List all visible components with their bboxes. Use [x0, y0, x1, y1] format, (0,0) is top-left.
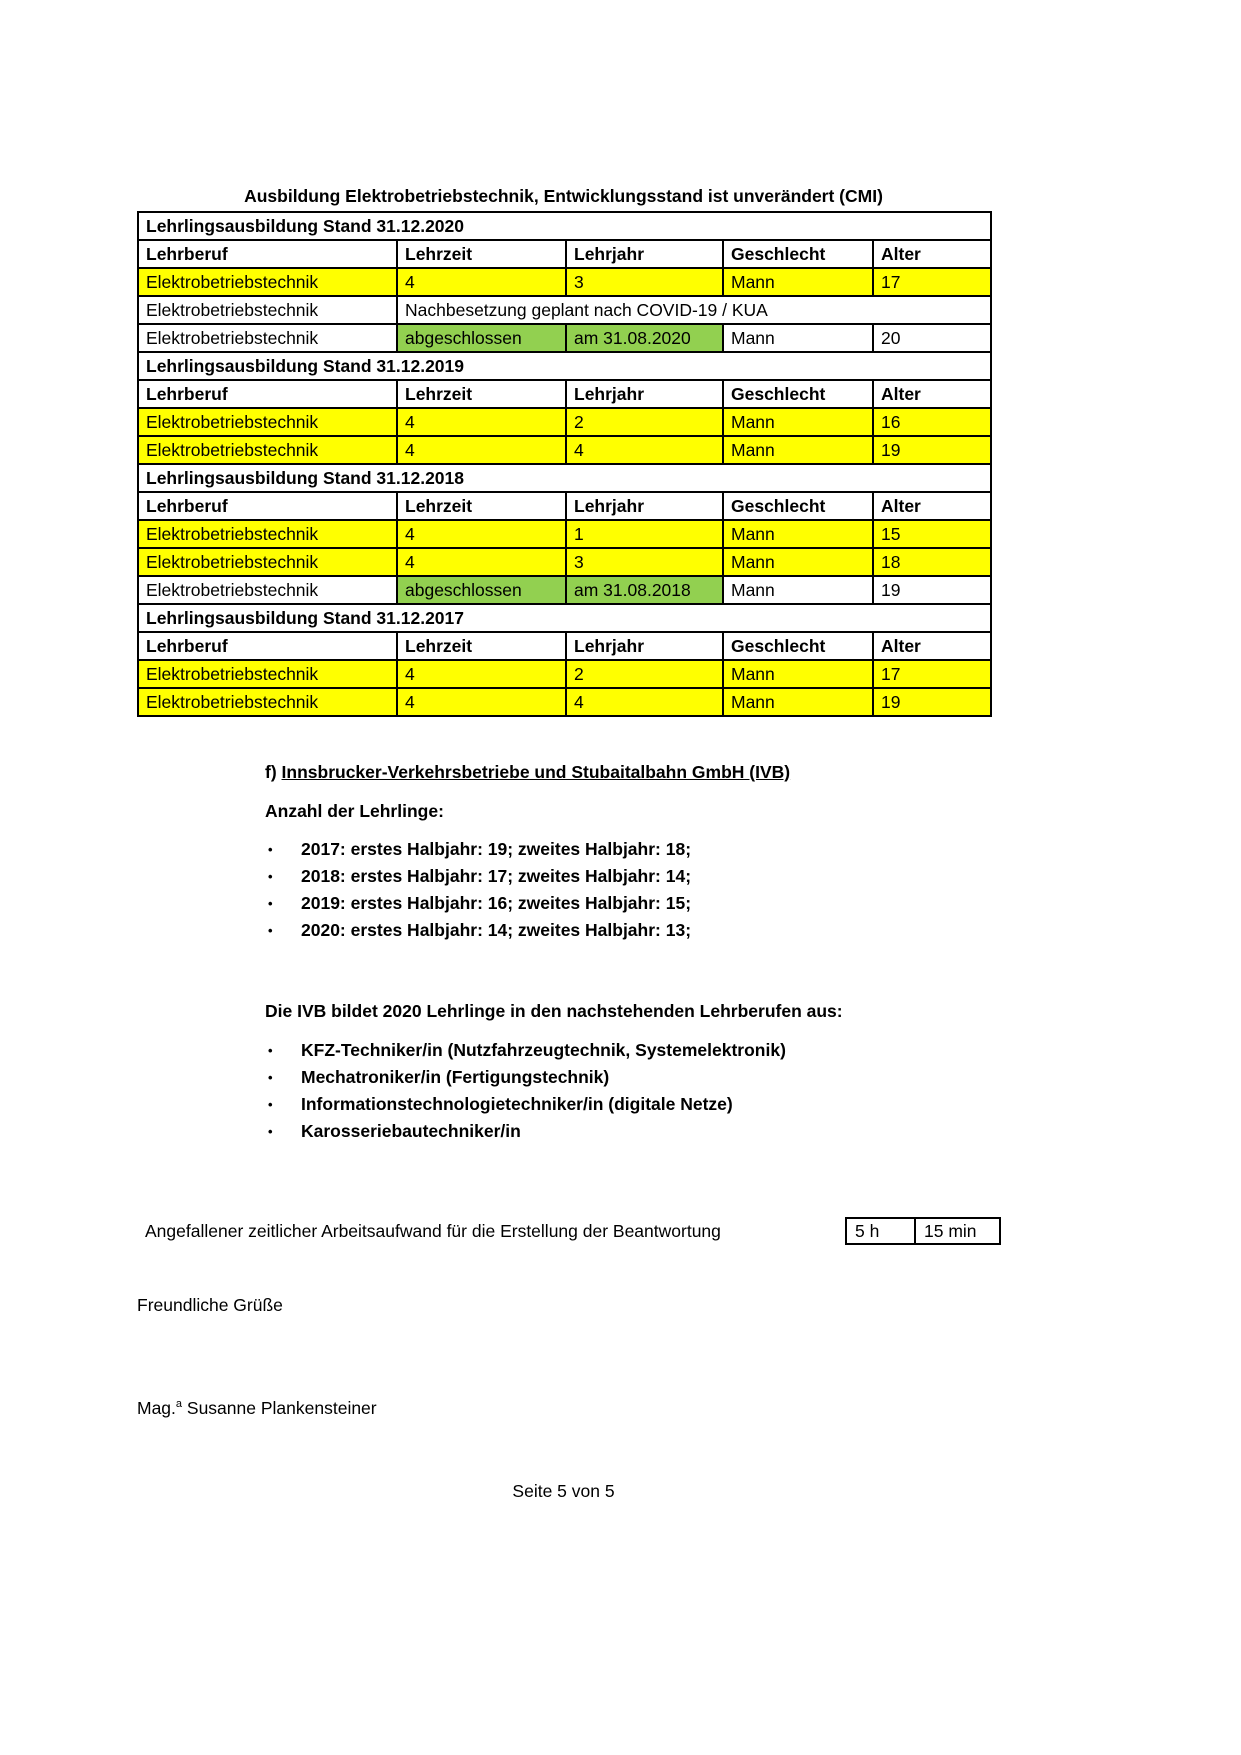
cell-lehrberuf: Elektrobetriebstechnik — [138, 576, 397, 604]
cell-alter: 19 — [873, 688, 991, 716]
cell-geschlecht: Mann — [723, 436, 873, 464]
column-header-geschlecht: Geschlecht — [723, 240, 873, 268]
cell-alter: 15 — [873, 520, 991, 548]
cell-lehrjahr: 4 — [566, 688, 723, 716]
cell-lehrzeit: 4 — [397, 688, 566, 716]
bullet-icon: • — [268, 923, 273, 938]
cell-geschlecht: Mann — [723, 520, 873, 548]
cell-alter: 18 — [873, 548, 991, 576]
section-stand-label: Lehrlingsausbildung Stand 31.12.2020 — [138, 212, 991, 240]
table-row — [138, 408, 991, 436]
column-header-lehrberuf: Lehrberuf — [138, 492, 397, 520]
signer-title: Mag. — [137, 1398, 176, 1418]
cell-lehrzeit: 4 — [397, 436, 566, 464]
section-stand-label: Lehrlingsausbildung Stand 31.12.2018 — [138, 464, 991, 492]
cell-geschlecht: Mann — [723, 324, 873, 352]
lehrberufe-intro: Die IVB bildet 2020 Lehrlinge in den nachstehenden Lehrberufen aus: — [265, 1001, 843, 1021]
cell-lehrberuf: Elektrobetriebstechnik — [138, 324, 397, 352]
cell-geschlecht: Mann — [723, 576, 873, 604]
table-row — [138, 548, 991, 576]
table-header-row — [138, 632, 991, 660]
list-item — [268, 1091, 786, 1118]
table-row — [138, 296, 991, 324]
column-header-lehrjahr: Lehrjahr — [566, 240, 723, 268]
cell-lehrjahr: 1 — [566, 520, 723, 548]
cell-lehrberuf: Elektrobetriebstechnik — [138, 268, 397, 296]
signer-name: Susanne Plankensteiner — [186, 1398, 377, 1418]
cell-alter: 19 — [873, 576, 991, 604]
effort-hours-cell: 5 h — [845, 1217, 916, 1245]
cell-lehrjahr: 2 — [566, 408, 723, 436]
anzahl-label: Anzahl der Lehrlinge: — [265, 801, 444, 821]
section-stand-label: Lehrlingsausbildung Stand 31.12.2019 — [138, 352, 991, 380]
table-section-row — [138, 352, 991, 380]
list-item — [268, 1037, 786, 1064]
cell-alter: 20 — [873, 324, 991, 352]
cell-lehrjahr: 3 — [566, 548, 723, 576]
cell-geschlecht: Mann — [723, 408, 873, 436]
cell-geschlecht: Mann — [723, 268, 873, 296]
page-number: Seite 5 von 5 — [512, 1481, 615, 1501]
table-row — [138, 576, 991, 604]
list-item-text: 2019: erstes Halbjahr: 16; zweites Halbjahr: 15; — [301, 893, 692, 913]
cell-alter: 16 — [873, 408, 991, 436]
table-row — [138, 324, 991, 352]
cell-lehrjahr: am 31.08.2020 — [566, 324, 723, 352]
year-bullet-list — [268, 836, 691, 944]
column-header-alter: Alter — [873, 380, 991, 408]
cell-lehrberuf: Elektrobetriebstechnik — [138, 520, 397, 548]
column-header-geschlecht: Geschlecht — [723, 632, 873, 660]
column-header-alter: Alter — [873, 240, 991, 268]
section-f-heading — [265, 762, 790, 783]
list-item-text: 2018: erstes Halbjahr: 17; zweites Halbjahr: 14; — [301, 866, 692, 886]
cell-lehrjahr: 4 — [566, 436, 723, 464]
list-item-text: 2020: erstes Halbjahr: 14; zweites Halbjahr: 13; — [301, 920, 692, 940]
table-header-row — [138, 240, 991, 268]
table-row — [138, 268, 991, 296]
effort-label: Angefallener zeitlicher Arbeitsaufwand für die Erstellung der Beantwortung — [145, 1221, 721, 1241]
cell-lehrzeit: abgeschlossen — [397, 324, 566, 352]
greeting-text: Freundliche Grüße — [137, 1295, 283, 1315]
table-row — [138, 436, 991, 464]
column-header-lehrzeit: Lehrzeit — [397, 240, 566, 268]
section-f-title: Innsbrucker-Verkehrsbetriebe und Stubaitalbahn GmbH (IVB) — [281, 762, 791, 782]
table-row — [138, 688, 991, 716]
cell-geschlecht: Mann — [723, 688, 873, 716]
cell-alter: 17 — [873, 660, 991, 688]
effort-minutes-cell: 15 min — [914, 1217, 1001, 1245]
table-row — [138, 660, 991, 688]
cell-lehrberuf: Elektrobetriebstechnik — [138, 660, 397, 688]
table-row — [138, 520, 991, 548]
bullet-icon: • — [268, 1043, 273, 1058]
column-header-lehrjahr: Lehrjahr — [566, 380, 723, 408]
cell-lehrzeit: 4 — [397, 660, 566, 688]
cell-lehrberuf: Elektrobetriebstechnik — [138, 548, 397, 576]
cell-lehrzeit: 4 — [397, 520, 566, 548]
cell-lehrjahr: 2 — [566, 660, 723, 688]
bullet-icon: • — [268, 1097, 273, 1112]
list-item — [268, 917, 691, 944]
section-f-prefix: f) — [265, 762, 277, 782]
column-header-alter: Alter — [873, 492, 991, 520]
column-header-lehrberuf: Lehrberuf — [138, 380, 397, 408]
column-header-lehrberuf: Lehrberuf — [138, 632, 397, 660]
column-header-lehrjahr: Lehrjahr — [566, 492, 723, 520]
list-item-text: 2017: erstes Halbjahr: 19; zweites Halbjahr: 18; — [301, 839, 692, 859]
section-stand-label: Lehrlingsausbildung Stand 31.12.2017 — [138, 604, 991, 632]
table-section-row — [138, 464, 991, 492]
cell-lehrjahr: 3 — [566, 268, 723, 296]
cell-lehrberuf: Elektrobetriebstechnik — [138, 436, 397, 464]
column-header-geschlecht: Geschlecht — [723, 492, 873, 520]
list-item — [268, 863, 691, 890]
list-item-text: Karosseriebautechniker/in — [301, 1121, 521, 1141]
column-header-geschlecht: Geschlecht — [723, 380, 873, 408]
cell-geschlecht: Mann — [723, 660, 873, 688]
cell-lehrberuf: Elektrobetriebstechnik — [138, 296, 397, 324]
signer-title-sup: a — [175, 1398, 183, 1411]
apprentice-table — [137, 211, 992, 717]
list-item — [268, 836, 691, 863]
cell-note: Nachbesetzung geplant nach COVID-19 / KUA — [397, 296, 991, 324]
bullet-icon: • — [268, 1124, 273, 1139]
lehrberufe-bullet-list — [268, 1037, 786, 1145]
column-header-lehrzeit: Lehrzeit — [397, 632, 566, 660]
bullet-icon: • — [268, 869, 273, 884]
table-section-row — [138, 604, 991, 632]
effort-table — [845, 1217, 1001, 1245]
bullet-icon: • — [268, 1070, 273, 1085]
column-header-lehrberuf: Lehrberuf — [138, 240, 397, 268]
cell-lehrzeit: 4 — [397, 268, 566, 296]
cell-lehrberuf: Elektrobetriebstechnik — [138, 688, 397, 716]
list-item-text: Mechatroniker/in (Fertigungstechnik) — [301, 1067, 610, 1087]
cell-alter: 19 — [873, 436, 991, 464]
cell-alter: 17 — [873, 268, 991, 296]
table-section-row — [138, 212, 991, 240]
list-item-text: KFZ-Techniker/in (Nutzfahrzeugtechnik, Systemelektronik) — [301, 1040, 786, 1060]
cell-lehrberuf: Elektrobetriebstechnik — [138, 408, 397, 436]
cell-lehrzeit: abgeschlossen — [397, 576, 566, 604]
table-header-row — [138, 380, 991, 408]
column-header-lehrzeit: Lehrzeit — [397, 380, 566, 408]
cell-lehrzeit: 4 — [397, 408, 566, 436]
column-header-alter: Alter — [873, 632, 991, 660]
list-item — [268, 1064, 786, 1091]
document-title: Ausbildung Elektrobetriebstechnik, Entwicklungsstand ist unverändert (CMI) — [244, 186, 883, 206]
table-header-row — [138, 492, 991, 520]
cell-lehrzeit: 4 — [397, 548, 566, 576]
cell-geschlecht: Mann — [723, 548, 873, 576]
column-header-lehrzeit: Lehrzeit — [397, 492, 566, 520]
bullet-icon: • — [268, 896, 273, 911]
list-item — [268, 890, 691, 917]
column-header-lehrjahr: Lehrjahr — [566, 632, 723, 660]
signature — [137, 1398, 377, 1419]
bullet-icon: • — [268, 842, 273, 857]
list-item-text: Informationstechnologietechniker/in (digitale Netze) — [301, 1094, 733, 1114]
list-item — [268, 1118, 786, 1145]
cell-lehrjahr: am 31.08.2018 — [566, 576, 723, 604]
